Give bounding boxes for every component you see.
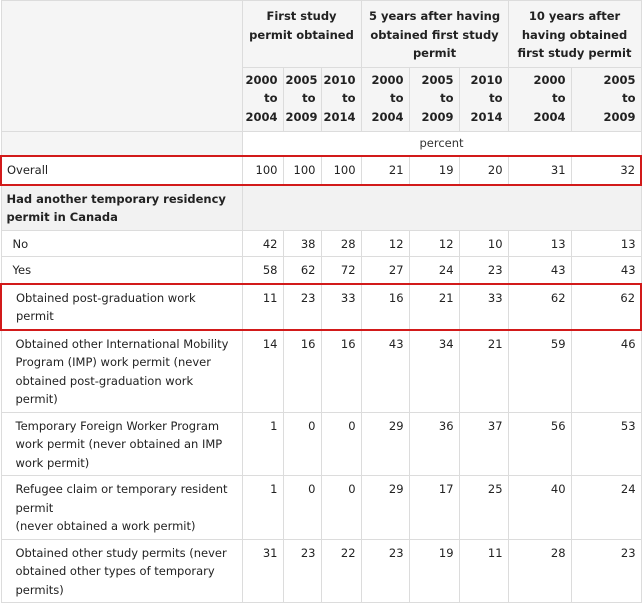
table-cell: 40	[508, 476, 571, 540]
table-cell: 25	[459, 476, 508, 540]
table-cell: 12	[409, 230, 459, 257]
table-cell: 0	[283, 412, 321, 476]
table-cell: 21	[409, 284, 459, 330]
section-filler	[242, 185, 641, 231]
stub-header	[1, 1, 242, 132]
table-cell: 43	[508, 257, 571, 284]
table-row-section	[1, 185, 641, 231]
table-cell: 38	[283, 230, 321, 257]
table-cell: 24	[571, 476, 641, 540]
table-cell: 23	[283, 539, 321, 603]
table-cell: 0	[321, 476, 361, 540]
period-header: 2000 to 2004	[242, 67, 283, 132]
table-cell: 19	[409, 156, 459, 185]
table-cell: 13	[508, 230, 571, 257]
table-cell: 31	[508, 156, 571, 185]
table-cell: 16	[361, 284, 409, 330]
table-cell: 23	[459, 257, 508, 284]
table-cell: 62	[283, 257, 321, 284]
table-cell: 100	[242, 156, 283, 185]
period-header: 2010 to 2014	[321, 67, 361, 132]
table-cell: 20	[459, 156, 508, 185]
table-cell: 32	[571, 156, 641, 185]
row-label-line: (never obtained a work permit)	[15, 519, 196, 533]
table-cell: 1	[242, 412, 283, 476]
table-cell: 0	[283, 476, 321, 540]
table-cell: 58	[242, 257, 283, 284]
table-cell: 16	[321, 330, 361, 413]
table-row-post-graduation	[1, 284, 641, 330]
unit-label: percent	[242, 132, 641, 156]
table-cell: 46	[571, 330, 641, 413]
header-row-groups	[1, 1, 641, 68]
row-label: Overall	[1, 156, 242, 185]
row-label: Obtained post-graduation work permit	[1, 284, 242, 330]
table-cell: 24	[409, 257, 459, 284]
table-cell: 12	[361, 230, 409, 257]
table-cell: 31	[242, 539, 283, 603]
table-cell: 62	[508, 284, 571, 330]
group-header-5-years: 5 years after having obtained first study permit	[361, 1, 508, 68]
table-row	[1, 539, 641, 603]
table-row	[1, 476, 641, 540]
period-header: 2000 to 2004	[361, 67, 409, 132]
table-cell: 23	[571, 539, 641, 603]
row-label: Obtained other International Mobility Program (IMP) work permit (never obtained post-graduation work permit)	[1, 330, 242, 413]
table-cell: 21	[459, 330, 508, 413]
period-header: 2005 to 2009	[571, 67, 641, 132]
table-cell: 100	[321, 156, 361, 185]
table-cell: 19	[409, 539, 459, 603]
row-label: Obtained other study permits (never obtained other types of temporary permits)	[1, 539, 242, 603]
table-cell: 11	[242, 284, 283, 330]
table-row	[1, 230, 641, 257]
table-cell: 11	[459, 539, 508, 603]
unit-row	[1, 132, 641, 156]
table-cell: 33	[321, 284, 361, 330]
row-label: No	[1, 230, 242, 257]
unit-stub	[1, 132, 242, 156]
table-cell: 23	[283, 284, 321, 330]
table-cell: 14	[242, 330, 283, 413]
table-cell: 0	[321, 412, 361, 476]
table-row	[1, 330, 641, 413]
table-cell: 56	[508, 412, 571, 476]
table-cell: 27	[361, 257, 409, 284]
table-cell: 22	[321, 539, 361, 603]
group-header-first-permit: First study permit obtained	[242, 1, 361, 68]
table-cell: 37	[459, 412, 508, 476]
table-cell: 28	[321, 230, 361, 257]
table-cell: 43	[361, 330, 409, 413]
period-header: 2010 to 2014	[459, 67, 508, 132]
table-cell: 59	[508, 330, 571, 413]
row-label	[1, 476, 242, 540]
table-cell: 33	[459, 284, 508, 330]
table-cell: 29	[361, 476, 409, 540]
table-cell: 62	[571, 284, 641, 330]
table-cell: 34	[409, 330, 459, 413]
table-cell: 1	[242, 476, 283, 540]
table-cell: 42	[242, 230, 283, 257]
period-header: 2005 to 2009	[283, 67, 321, 132]
table-cell: 28	[508, 539, 571, 603]
table-cell: 72	[321, 257, 361, 284]
table-cell: 100	[283, 156, 321, 185]
row-label: Temporary Foreign Worker Program work permit (never obtained an IMP work permit)	[1, 412, 242, 476]
section-heading: Had another temporary residency permit in Canada	[1, 185, 242, 231]
row-label: Yes	[1, 257, 242, 284]
table-cell: 13	[571, 230, 641, 257]
group-header-10-years: 10 years after having obtained first study permit	[508, 1, 641, 68]
table-cell: 29	[361, 412, 409, 476]
table-cell: 43	[571, 257, 641, 284]
table-row	[1, 412, 641, 476]
table-cell: 10	[459, 230, 508, 257]
table-cell: 23	[361, 539, 409, 603]
table-cell: 17	[409, 476, 459, 540]
table-row	[1, 257, 641, 284]
table-cell: 36	[409, 412, 459, 476]
table-row-overall	[1, 156, 641, 185]
table-cell: 16	[283, 330, 321, 413]
table-cell: 21	[361, 156, 409, 185]
table-cell: 53	[571, 412, 641, 476]
row-label-line: Refugee claim or temporary resident permit	[15, 482, 228, 515]
period-header: 2000 to 2004	[508, 67, 571, 132]
period-header: 2005 to 2009	[409, 67, 459, 132]
